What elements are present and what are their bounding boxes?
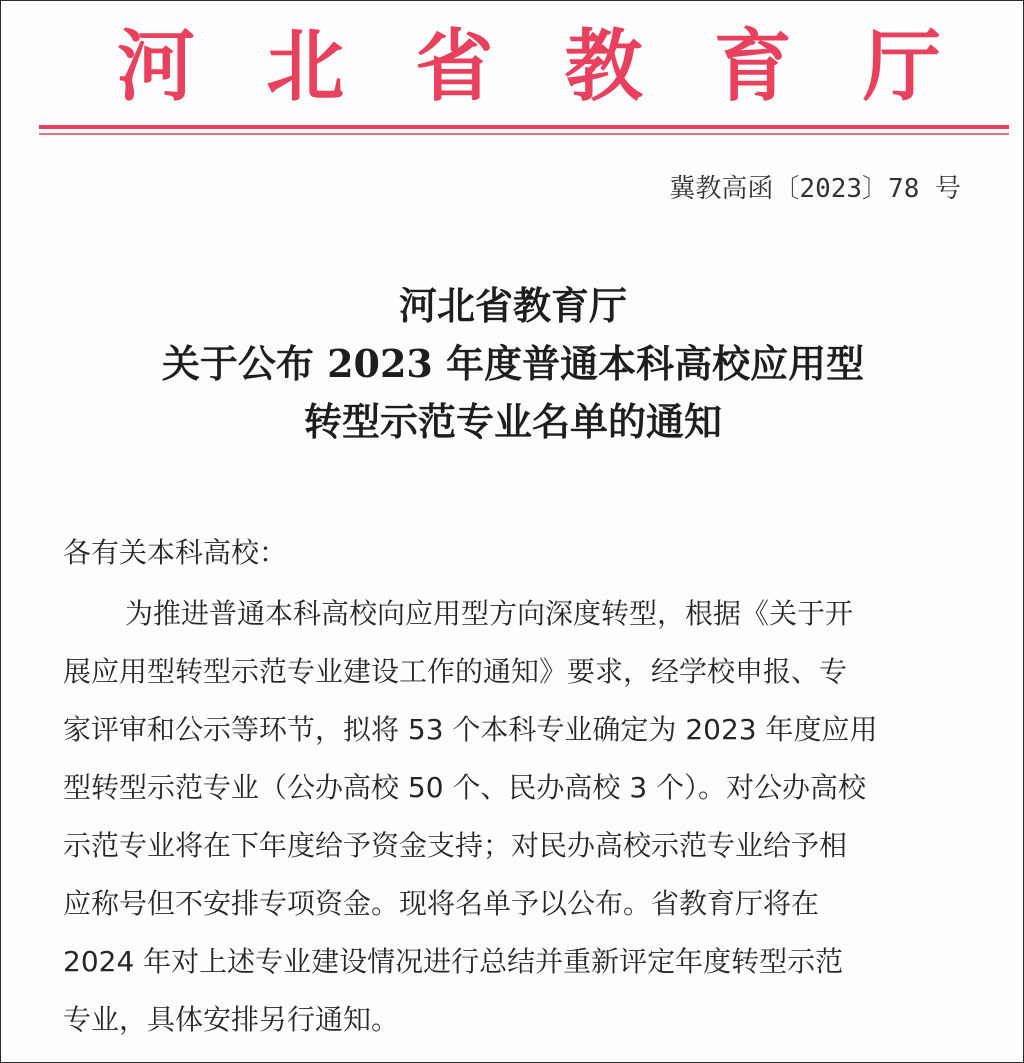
body-line: 示范专业将在下年度给予资金支持；对民办高校示范专业给予相 <box>63 829 848 862</box>
body-line: 为推进普通本科高校向应用型方向深度转型，根据《关于开 <box>125 597 854 630</box>
document-number: 冀教高函〔2023〕78 号 <box>669 174 961 204</box>
letterhead-char: 河 <box>117 21 196 112</box>
document-title <box>1 277 1024 451</box>
letterhead-char: 北 <box>266 21 345 112</box>
letterhead-char: 省 <box>415 21 494 112</box>
letterhead-rule-thin <box>39 133 1009 135</box>
body-line: 2024 年对上述专业建设情况进行总结并重新评定年度转型示范 <box>63 945 844 978</box>
body-line: 应称号但不安排专项资金。现将名单予以公布。省教育厅将在 <box>63 887 820 920</box>
letterhead-rule-thick <box>39 125 1009 129</box>
body-paragraph <box>63 585 973 1049</box>
salutation: 各有关本科高校： <box>63 536 288 569</box>
title-line: 河北省教育厅 <box>398 283 627 328</box>
title-line: 关于公布 2023 年度普通本科高校应用型 <box>161 341 865 386</box>
body-line: 展应用型转型示范专业建设工作的通知》要求，经学校申报、专 <box>63 655 848 688</box>
letterhead-char: 厅 <box>862 21 941 112</box>
letterhead-char: 教 <box>564 21 643 112</box>
letterhead-char: 育 <box>713 21 792 112</box>
body-line: 专业，具体安排另行通知。 <box>63 1003 400 1036</box>
letterhead <box>41 19 981 115</box>
title-line: 转型示范专业名单的通知 <box>303 399 722 444</box>
body-line: 型转型示范专业（公办高校 50 个、民办高校 3 个）。对公办高校 <box>63 771 867 804</box>
body-line: 家评审和公示等环节，拟将 53 个本科专业确定为 2023 年度应用 <box>63 713 878 746</box>
